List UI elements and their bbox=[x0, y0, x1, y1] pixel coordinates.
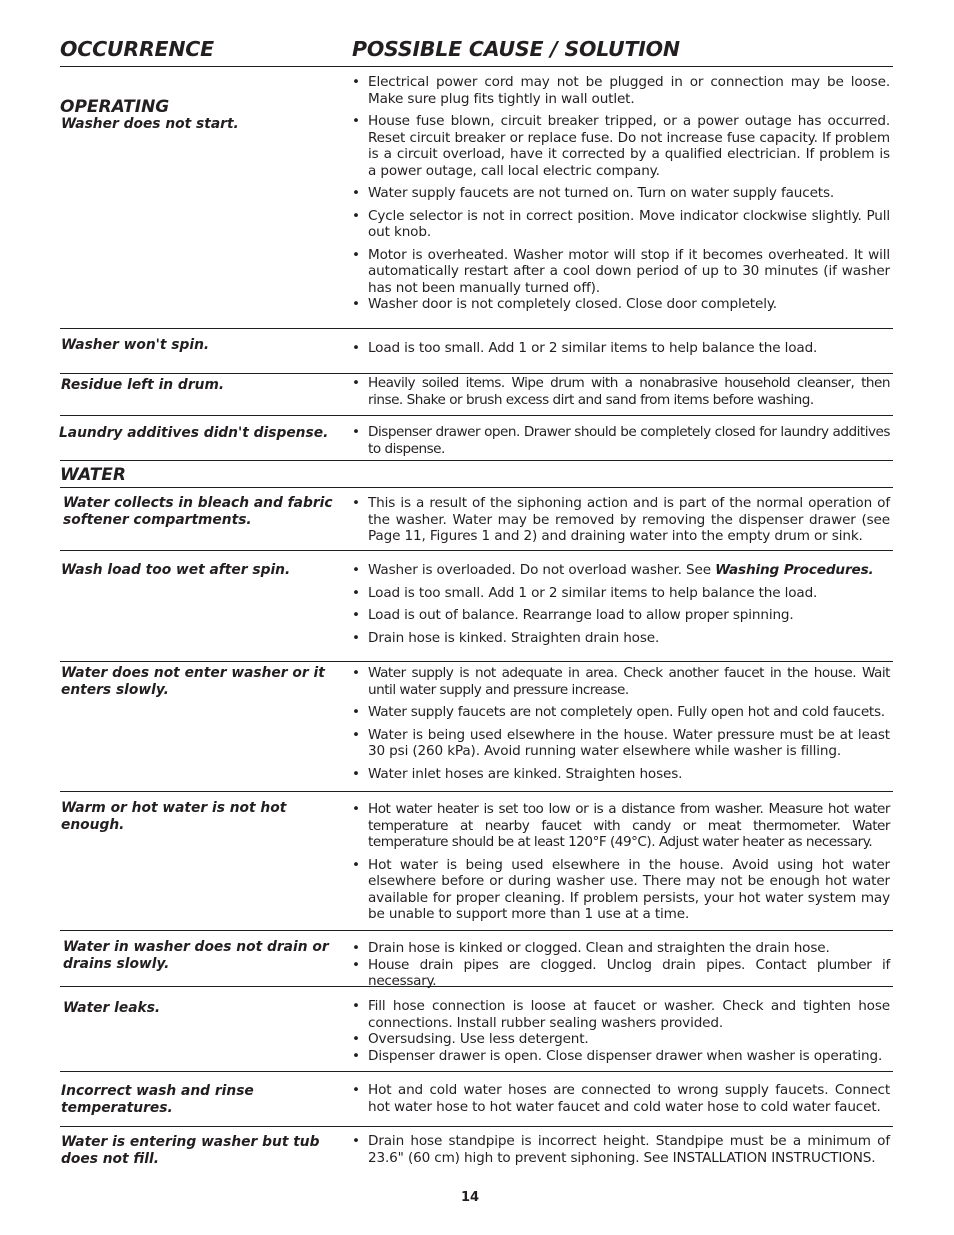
row-divider bbox=[60, 328, 893, 329]
solution-item: • Electrical power cord may not be plugged in or connection may be loose. Make sure plug fits tightly in wall outlet. bbox=[352, 74, 890, 107]
solution-item: • Load is too small. Add 1 or 2 similar items to help balance the load. bbox=[352, 584, 818, 601]
row-divider bbox=[60, 460, 893, 461]
solution-item: • Water is being used elsewhere in the house. Water pressure must be at least 30 psi (260 kPa). Avoid running water elsewhere while washer is filling. bbox=[352, 726, 890, 759]
solution-item: • Water inlet hoses are kinked. Straighten hoses. bbox=[352, 765, 683, 782]
occurrence-label: Water does not enter washer or it enters slowly. bbox=[61, 665, 325, 698]
solution-item: • Water supply faucets are not completely open. Fully open hot and cold faucets. bbox=[352, 704, 885, 720]
solution-item: • Cycle selector is not in correct position. Move indicator clockwise slightly. Pull out knob. bbox=[352, 207, 890, 240]
solution-list bbox=[352, 74, 890, 313]
occurrence-label: Warm or hot water is not hot enough. bbox=[61, 800, 287, 833]
solution-list bbox=[352, 375, 890, 408]
solution-list bbox=[352, 424, 890, 457]
solution-list bbox=[352, 340, 890, 357]
solution-item: • Drain hose is kinked or clogged. Clean and straighten the drain hose. bbox=[352, 940, 830, 956]
solution-item: • Dispenser drawer open. Drawer should be completely closed for laundry additives to dispense. bbox=[352, 424, 890, 457]
solution-item: • Load is too small. Add 1 or 2 similar items to help balance the load. bbox=[352, 340, 818, 356]
header-divider bbox=[60, 66, 893, 67]
row-divider bbox=[60, 1071, 893, 1072]
solution-list bbox=[352, 665, 890, 782]
row-divider bbox=[60, 550, 893, 551]
row-divider bbox=[60, 986, 893, 987]
solution-item: • Water supply is not adequate in area. Check another faucet in the house. Wait until water supply and pressure increase. bbox=[352, 665, 890, 698]
solution-item: • Heavily soiled items. Wipe drum with a nonabrasive household cleanser, then rinse. Shake or brush excess dirt and sand from items before washing. bbox=[352, 375, 890, 408]
solution-item: • Hot water is being used elsewhere in the house. Avoid using hot water elsewhere before or during washer use. There may not be enough hot water available for proper cleaning. If problem persists, your hot water system may be unable to support more than 1 use at a time. bbox=[352, 856, 890, 922]
section-divider bbox=[60, 487, 893, 488]
occurrence-label: Washer won't spin. bbox=[61, 337, 210, 353]
row-divider bbox=[60, 791, 893, 792]
solution-item: • Hot water heater is set too low or is a distance from washer. Measure hot water temperature at nearby faucet with candy or meat thermometer. Water temperature should be at least 120°F (49°C). Adjust water heater as necessary. bbox=[352, 801, 890, 850]
solution-item: • Load is out of balance. Rearrange load to allow proper spinning. bbox=[352, 607, 794, 623]
solution-list bbox=[352, 940, 890, 990]
solution-list bbox=[352, 562, 890, 646]
solution-item: • Washer is overloaded. Do not overload washer. See Washing Procedures. bbox=[352, 562, 874, 578]
page-number: 14 bbox=[460, 1190, 480, 1205]
section-title-operating: OPERATING bbox=[60, 97, 170, 117]
solution-item: • Hot and cold water hoses are connected to wrong supply faucets. Connect hot water hose to hot water faucet and cold water hose to cold water faucet. bbox=[352, 1082, 890, 1115]
occurrence-label: Incorrect wash and rinse temperatures. bbox=[61, 1083, 254, 1116]
solution-list bbox=[352, 495, 890, 545]
solution-item: • Fill hose connection is loose at faucet or washer. Check and tighten hose connections. Install rubber sealing washers provided. bbox=[352, 998, 890, 1031]
solution-item: • Water supply faucets are not turned on. Turn on water supply faucets. bbox=[352, 185, 835, 201]
solution-list bbox=[352, 1082, 890, 1115]
occurrence-label: Residue left in drum. bbox=[61, 377, 225, 393]
solution-list bbox=[352, 998, 890, 1064]
row-divider bbox=[60, 373, 893, 374]
row-divider bbox=[60, 415, 893, 416]
solution-item: • House drain pipes are clogged. Unclog drain pipes. Contact plumber if necessary. bbox=[352, 956, 890, 989]
occurrence-heading: OCCURRENCE bbox=[60, 37, 214, 61]
section-title-water: WATER bbox=[60, 465, 126, 485]
solution-item: • This is a result of the siphoning action and is part of the normal operation of the washer. Water may be removed by removing the dispenser drawer (see Page 11, Figures 1 and 2) and draining water into the empty drum or sink. bbox=[352, 495, 890, 544]
solution-item: • Dispenser drawer is open. Close dispenser drawer when washer is operating. bbox=[352, 1047, 883, 1064]
occurrence-label: Laundry additives didn't dispense. bbox=[59, 425, 329, 441]
row-divider bbox=[60, 930, 893, 931]
row-divider bbox=[60, 661, 893, 662]
solution-item: • Washer door is not completely closed. Close door completely. bbox=[352, 296, 777, 312]
solution-item: • Drain hose standpipe is incorrect height. Standpipe must be a minimum of 23.6" (60 cm) high to prevent siphoning. See INSTALLATION INSTRUCTIONS. bbox=[352, 1133, 890, 1166]
occurrence-label: Wash load too wet after spin. bbox=[61, 562, 291, 578]
cause-solution-heading: POSSIBLE CAUSE / SOLUTION bbox=[352, 37, 680, 61]
occurrence-label: Water leaks. bbox=[63, 1000, 161, 1016]
solution-item: • Oversudsing. Use less detergent. bbox=[352, 1031, 589, 1047]
solution-item: • Drain hose is kinked. Straighten drain hose. bbox=[352, 629, 660, 646]
solution-item: • Motor is overheated. Washer motor will stop if it becomes overheated. It will automatically restart after a cool down period of up to 30 minutes (if washer has not been manually turned off). bbox=[352, 246, 890, 296]
occurrence-label: Water is entering washer but tub does not fill. bbox=[61, 1134, 320, 1167]
occurrence-label: Washer does not start. bbox=[61, 116, 239, 132]
solution-item: • House fuse blown, circuit breaker tripped, or a power outage has occurred. Reset circuit breaker or replace fuse. Do not increase fuse capacity. If problem is a circuit overload, have it corrected by a qualified electrician. If problem is a power outage, call local electric company. bbox=[352, 113, 890, 179]
occurrence-label: Water in washer does not drain or drains slowly. bbox=[63, 939, 329, 972]
occurrence-label: Water collects in bleach and fabric softener compartments. bbox=[63, 495, 333, 528]
row-divider bbox=[60, 1126, 893, 1127]
solution-list bbox=[352, 1133, 890, 1166]
solution-list bbox=[352, 801, 890, 923]
emphasis-reference: Washing Procedures. bbox=[715, 562, 874, 578]
